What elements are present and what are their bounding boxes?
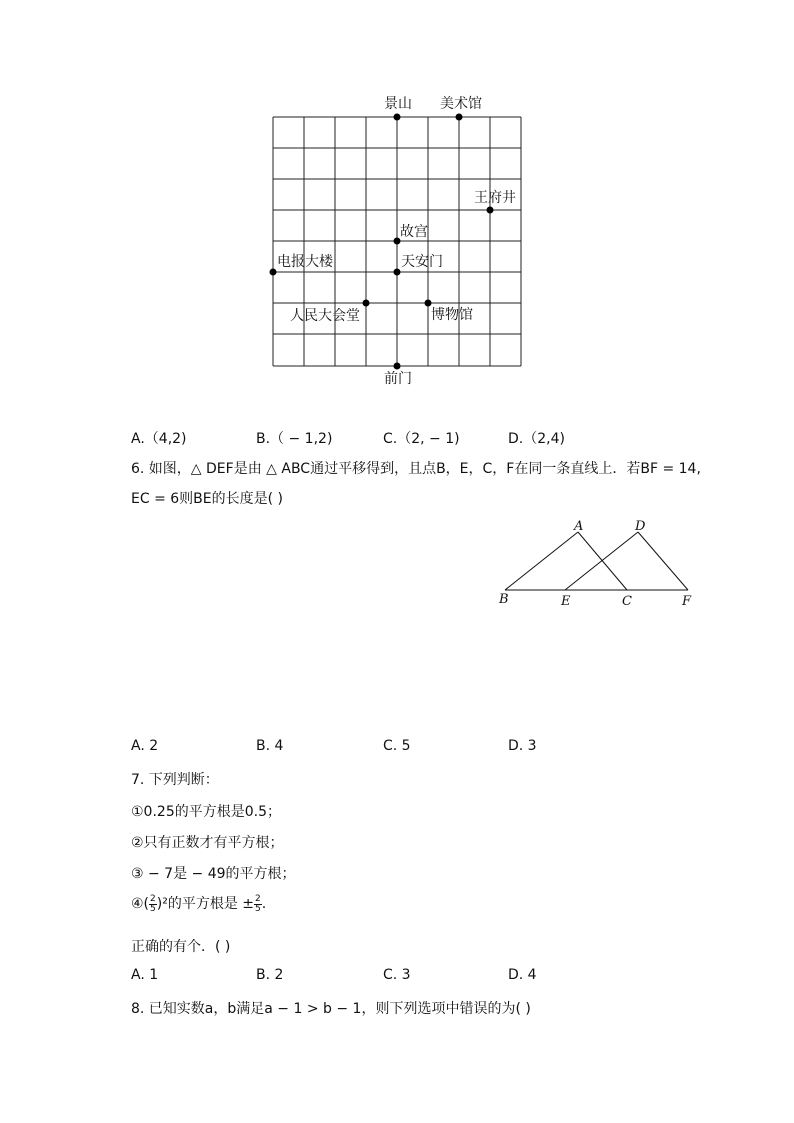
vertex-b-label: B [499, 592, 509, 607]
label-jingshan: 景山 [384, 96, 412, 112]
vertex-f-label: F [682, 594, 692, 609]
renmin-point [363, 300, 370, 307]
vertex-c-label: C [622, 594, 632, 609]
vertex-d-label: D [635, 519, 646, 534]
fraction-two-fifths: $\frac{2}{5}$ [150, 893, 156, 914]
q7-item4-mid: )²的平方根是 ± [156, 896, 255, 912]
label-meishuguan: 美术馆 [440, 96, 482, 112]
q7-item-4 [131, 893, 266, 914]
q7-stem: 7. 下列判断： [131, 772, 219, 788]
tiananmen-point [394, 269, 401, 276]
label-gugong: 故宫 [400, 224, 428, 240]
q5-option-a[interactable]: A.（4,2) [131, 431, 187, 447]
segment-ed [565, 532, 638, 590]
q7-item-3: ③ − 7是 − 49的平方根； [131, 866, 296, 882]
segment-df [638, 532, 688, 590]
segment-ba [505, 532, 578, 590]
q6-option-b[interactable]: B. 4 [256, 738, 284, 754]
jingshan-point [394, 114, 401, 121]
q8-stem: 8. 已知实数a，b满足a − 1 > b − 1，则下列选项中错误的为( ) [131, 1001, 531, 1017]
q7-option-c[interactable]: C. 3 [383, 967, 411, 983]
q7-item-2: ②只有正数才有平方根； [131, 835, 284, 851]
q6-option-a[interactable]: A. 2 [131, 738, 159, 754]
q5-option-d[interactable]: D.（2,4) [508, 431, 565, 447]
q6-option-c[interactable]: C. 5 [383, 738, 411, 754]
segment-ac [578, 532, 627, 590]
qianmen-point [394, 363, 401, 370]
bowuguan-point [425, 300, 432, 307]
q7-option-d[interactable]: D. 4 [508, 967, 537, 983]
label-renmin: 人民大会堂 [290, 308, 360, 324]
q6-triangle-figure [490, 515, 710, 610]
label-wangfujing: 王府井 [474, 190, 516, 206]
q7-item-1: ①0.25的平方根是0.5； [131, 804, 281, 820]
label-tiananmen: 天安门 [401, 254, 443, 270]
q5-option-b[interactable]: B.（ − 1,2) [256, 431, 333, 447]
wangfujing-point [487, 207, 494, 214]
meishuguan-point [456, 114, 463, 121]
q6-stem-line2: EC = 6则BE的长度是( ) [131, 491, 283, 507]
q7-question: 正确的有个．( ) [131, 939, 231, 955]
map-figure [0, 0, 794, 420]
label-qianmen: 前门 [384, 371, 412, 387]
q6-stem-line1: 6. 如图，△ DEF是由 △ ABC通过平移得到，且点B，E，C，F在同一条直线上．若BF = 14, [131, 461, 701, 477]
q5-option-c[interactable]: C.（2, − 1) [383, 431, 460, 447]
q7-item4-end: . [261, 896, 267, 912]
dianbao-point [270, 269, 277, 276]
q6-option-d[interactable]: D. 3 [508, 738, 537, 754]
vertex-a-label: A [574, 519, 584, 534]
label-bowuguan: 博物馆 [431, 307, 473, 323]
vertex-e-label: E [561, 594, 571, 609]
label-dianbao: 电报大楼 [277, 254, 333, 270]
q7-item4-prefix: ④( [131, 896, 150, 912]
q7-option-a[interactable]: A. 1 [131, 967, 159, 983]
q7-option-b[interactable]: B. 2 [256, 967, 284, 983]
fraction-two-fifths-2: $\frac{2}{5}$ [255, 893, 261, 914]
